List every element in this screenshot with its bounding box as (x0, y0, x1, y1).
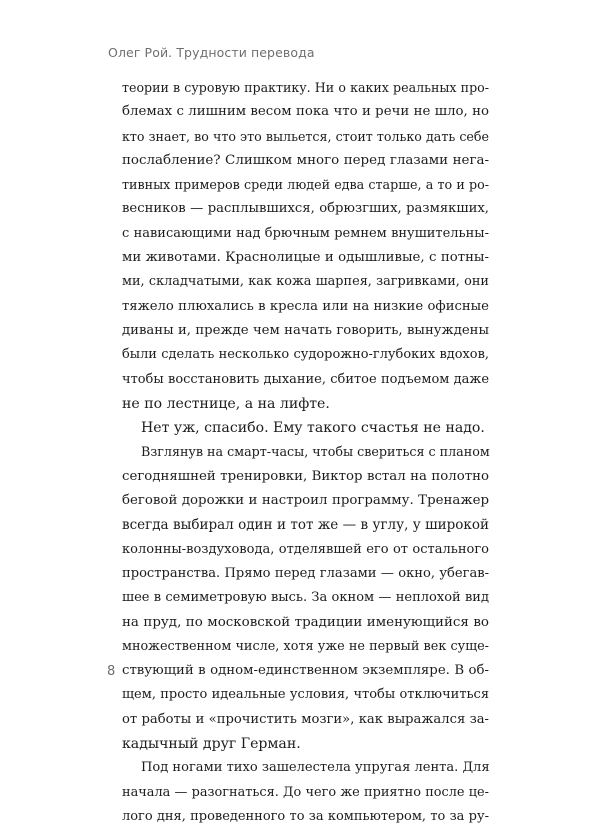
paragraph-3 (122, 440, 489, 756)
text-line: ми, складчатыми, как кожа шарпея, загривками, они (122, 274, 489, 290)
text-line: всегда выбирал один и тот же — в углу, у широкой (122, 517, 489, 534)
text-line: чтобы восстановить дыхание, сбитое подъемом даже (122, 371, 489, 387)
text-line: кто знает, во что это выльется, стоит только дать себе (122, 128, 489, 144)
paragraph-4 (122, 756, 489, 829)
text-line: послабление? Слишком много перед глазами нега- (122, 152, 489, 168)
text-line: ствующий в одном-единственном экземпляре. В об- (122, 663, 489, 679)
text-line: беговой дорожки и настроил программу. Тренажер (122, 493, 489, 509)
paragraph-2 (122, 416, 489, 440)
text-line: шее в семиметровую высь. За окном — неплохой вид (122, 590, 489, 606)
text-line: начала — разогнаться. До чего же приятно после це- (122, 784, 489, 800)
text-line: Взглянув на смарт-часы, чтобы свериться с планом (141, 444, 490, 460)
text-line: с нависающими над брючным ремнем внушительны- (122, 225, 489, 241)
text-line: Под ногами тихо зашелестела упругая лента. Для (141, 760, 490, 776)
text-line: колонны-воздуховода, отделявшей его от остального (122, 541, 489, 557)
page-number: 8 (107, 664, 116, 679)
text-line: от работы и «прочистить мозги», как выражался за- (122, 711, 489, 727)
running-head: Олег Рой. Трудности перевода (108, 45, 315, 60)
text-line: были сделать несколько судорожно-глубоких вдохов, (122, 347, 489, 363)
text-line: тяжело плюхались в кресла или на низкие офисные (122, 298, 489, 314)
text-line: множественном числе, хотя уже не первый век суще- (122, 638, 489, 654)
text-line: Нет уж, спасибо. Ему такого счастья не надо. (141, 420, 485, 437)
text-line: щем, просто идеальные условия, чтобы отключиться (122, 687, 489, 703)
text-line: тивных примеров среди людей едва старше, а то и ро- (122, 177, 489, 193)
text-line: весников — расплывшихся, обрюзгших, размякших, (122, 201, 489, 217)
text-line: ми животами. Краснолицые и одышливые, с потны- (122, 250, 489, 266)
text-line: сегодняшней тренировки, Виктор встал на полотно (122, 468, 489, 484)
text-line: кадычный друг Герман. (122, 736, 301, 753)
text-line: на пруд, по московской традиции именующийся во (122, 614, 489, 630)
paragraph-1 (122, 76, 489, 416)
text-line: лого дня, проведенного то за компьютером, то за ру- (122, 808, 489, 824)
text-line: не по лестнице, а на лифте. (122, 395, 330, 412)
text-line: теории в суровую практику. Ни о каких реальных про- (122, 80, 489, 95)
text-line: диваны и, прежде чем начать говорить, вынуждены (122, 322, 489, 338)
text-line: блемах с лишним весом пока что и речи не шло, но (122, 104, 489, 120)
text-line: пространства. Прямо перед глазами — окно, убегав- (122, 565, 489, 581)
body-text (122, 76, 489, 829)
